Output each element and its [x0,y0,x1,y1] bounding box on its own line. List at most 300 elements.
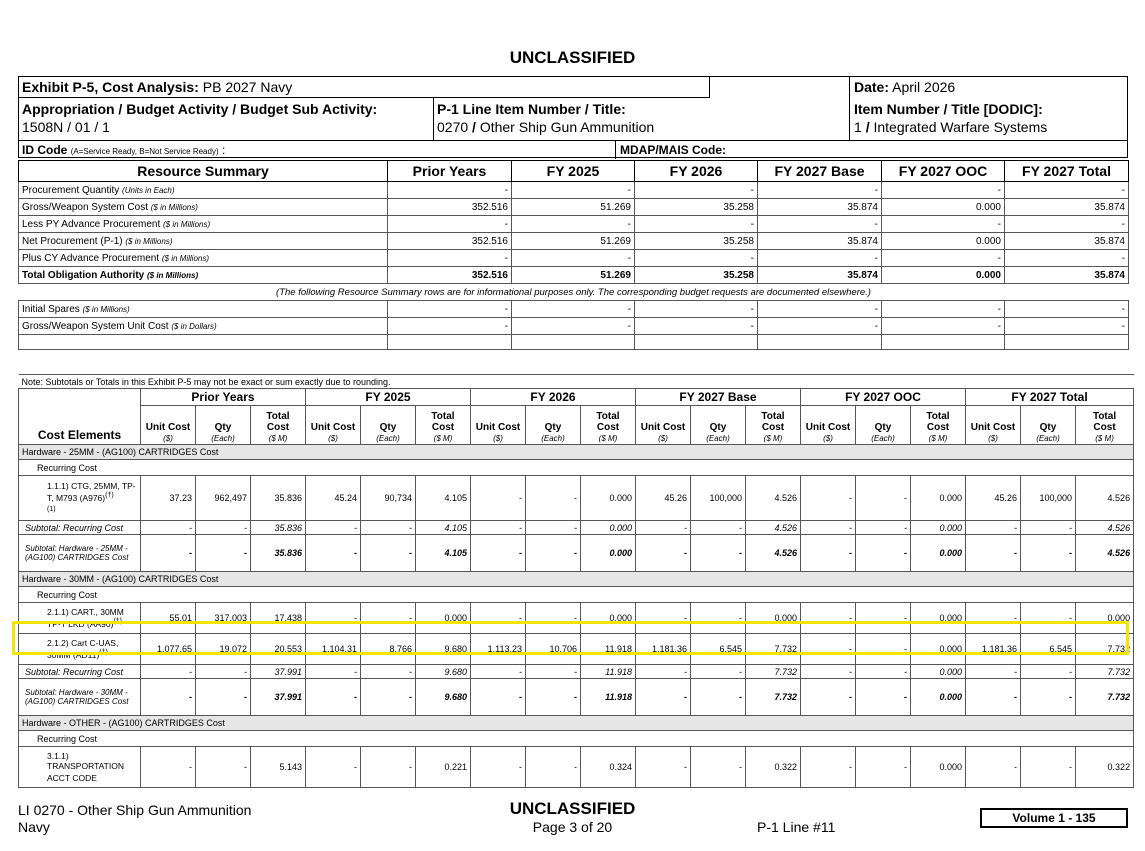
ce-cell: - [966,665,1021,679]
rs-cell: 51.269 [512,267,635,284]
ce-cell: - [196,679,251,716]
ce-cell: - [636,665,691,679]
ce-cell: 55.01 [141,603,196,634]
ce-subtotal-label: Subtotal: Hardware - 25MM - (AG100) CARTRIDGES Cost [19,535,141,572]
ce-cell: - [526,603,581,634]
rs-row-label-text: Gross/Weapon System Cost [22,201,148,213]
ce-head-unit-cost [636,406,691,445]
ce-head-unit-cost-unit: ($) [328,434,338,443]
ce-cell: - [966,521,1021,535]
ce-cell: - [306,665,361,679]
ce-cell: - [691,603,746,634]
rs-row-unit: ($ in Dollars) [171,321,217,331]
ce-cell: - [691,521,746,535]
ce-cell: 9.680 [416,634,471,665]
ce-head-unit-cost-unit: ($) [493,434,503,443]
ce-cell: - [526,665,581,679]
ce-group-header [19,445,1134,460]
rs-row-unit: ($ in Millions) [82,304,130,314]
ce-head-qty [196,406,251,445]
rs-row-unit: ($ in Millions) [163,219,211,229]
ce-cell: - [471,665,526,679]
ce-head-unit-cost-unit: ($) [163,434,173,443]
ce-recurring-row [19,460,1134,476]
rs-cell: - [758,318,882,335]
ce-period-header: FY 2027 Total [966,389,1134,406]
p1-number: 0270 [437,119,469,135]
rs-row [19,267,1129,284]
ce-recurring-label: Recurring Cost [19,460,1134,476]
rs-cell: 352.516 [388,199,512,216]
ce-cell: 9.680 [416,679,471,716]
ce-head-total-label2: Cost [266,422,290,433]
ce-cell: - [856,679,911,716]
ce-cell: 7.732 [746,634,801,665]
ce-head-total-unit: ($ M) [763,434,783,443]
rs-note-row [19,284,1129,301]
rs-col-fy2027-base: FY 2027 Base [758,161,882,182]
ce-period-header: FY 2027 Base [636,389,801,406]
ce-cell: - [526,535,581,572]
ce-head-qty-label: Qty [544,422,562,433]
ce-head-total-label: Total [431,411,455,422]
ce-subtotal-recurring-row [19,665,1134,679]
ce-cell: - [306,535,361,572]
ce-cell: 0.000 [581,603,636,634]
ce-cell: - [1021,603,1076,634]
ce-head-total-label: Total [1092,411,1117,422]
classification-bottom: UNCLASSIFIED [509,799,636,818]
ce-cell: - [361,603,416,634]
ce-cell: - [691,747,746,788]
footer-p1-line: P-1 Line #11 [757,819,836,835]
ce-cell: 962,497 [196,476,251,521]
ce-cell: 0.000 [911,747,966,788]
ce-cell: - [361,521,416,535]
rs-cell: - [388,301,512,318]
ce-item-row [19,747,1134,788]
ce-cell: - [471,679,526,716]
date [854,79,955,95]
rs-cell: - [635,182,758,199]
ce-cell: 0.000 [581,521,636,535]
rs-cell: - [882,250,1005,267]
ce-item-label [19,476,141,521]
rs-col-fy2026: FY 2026 [635,161,758,182]
ce-head-unit-cost-label: Unit Cost [805,422,851,433]
cost-elements-table [18,374,1134,788]
rs-cell: - [388,318,512,335]
ce-cell: 0.000 [581,476,636,521]
ce-cell: - [801,665,856,679]
ce-group-header [19,716,1134,731]
ce-cell: - [471,747,526,788]
ce-head-qty-label: Qty [874,422,892,433]
rs-cell: 35.874 [758,233,882,250]
ce-cell: 1,077.65 [141,634,196,665]
ce-head-qty-label: Qty [709,422,727,433]
rs-blank-cell [388,335,512,350]
ce-item-footnote: (1) [47,505,56,513]
ce-group-title: Hardware - 30MM - (AG100) CARTRIDGES Cost [19,572,1134,587]
ce-head-unit-cost-unit: ($) [658,434,668,443]
rs-row-label [19,301,388,318]
ce-group-title: Hardware - OTHER - (AG100) CARTRIDGES Cost [19,716,1134,731]
ce-head-total-label2: Cost [596,422,620,433]
ce-subtotal-row [19,535,1134,572]
ce-head-total-unit: ($ M) [1095,434,1114,443]
rs-cell: - [512,318,635,335]
ce-period-header: FY 2027 OOC [801,389,966,406]
resource-summary-title: Resource Summary [19,161,388,182]
rs-cell: 51.269 [512,199,635,216]
ce-cell: - [636,679,691,716]
ce-cell: 0.221 [416,747,471,788]
ce-cell: 35.836 [251,476,306,521]
exhibit-value: PB 2027 Navy [202,79,293,95]
ce-head-qty-unit: (Each) [871,434,895,443]
ce-head-qty-unit: (Each) [211,434,235,443]
rs-col-fy2027-ooc: FY 2027 OOC [882,161,1005,182]
ce-head-total-label2: Cost [1093,422,1116,433]
ce-cell: - [361,665,416,679]
rs-cell: 35.874 [1005,233,1129,250]
ce-cell: - [636,521,691,535]
ce-cell: 4.105 [416,476,471,521]
ce-head-qty [691,406,746,445]
ce-cell: - [966,747,1021,788]
ce-cell: - [306,603,361,634]
ce-cell: - [801,747,856,788]
date-label: Date: [854,79,890,95]
rs-blank-cell [635,335,758,350]
ce-cell: 17.438 [251,603,306,634]
ce-head-total-label2: Cost [431,422,455,433]
ce-cell: - [141,679,196,716]
rs-row [19,182,1129,199]
ce-head-total-label2: Cost [761,422,785,433]
rs-row-unit: ($ in Millions) [125,236,173,246]
ce-cell: - [856,603,911,634]
ce-cell: 7.732 [746,679,801,716]
ce-head-total-label2: Cost [926,422,950,433]
rs-blank-cell [1005,335,1129,350]
ce-cell: - [801,634,856,665]
ce-head-qty [526,406,581,445]
ce-recurring-row [19,731,1134,747]
ce-head-total-unit: ($ M) [598,434,618,443]
ce-head-total [746,406,801,445]
ce-cell: 4.526 [746,521,801,535]
ce-cell: 0.000 [1076,603,1134,634]
rs-cell: - [1005,216,1129,233]
rs-col-fy2027-total: FY 2027 Total [1005,161,1129,182]
rs-cell: - [758,216,882,233]
ce-subtotal-row [19,679,1134,716]
ce-head-unit-cost-label: Unit Cost [475,422,521,433]
ce-cell: - [966,535,1021,572]
rs-cell: - [635,250,758,267]
ce-cell: - [196,747,251,788]
ce-head-unit-cost-unit: ($) [823,434,833,443]
rs-cell: - [758,250,882,267]
rs-row-label [19,216,388,233]
ce-header-periods [19,389,1134,406]
rs-row-label-text: Gross/Weapon System Unit Cost [22,320,169,332]
ce-cell: 7.732 [1076,634,1134,665]
ce-cell: - [141,665,196,679]
ce-cell: - [196,521,251,535]
rs-cell: - [1005,301,1129,318]
rs-cell: 0.000 [882,233,1005,250]
p1-label: P-1 Line Item Number / Title: [437,101,626,117]
footer-li: LI 0270 - Other Ship Gun Ammunition [18,802,252,818]
ce-cell: - [141,747,196,788]
item-label: Item Number / Title [DODIC]: [854,101,1043,117]
rs-note: (The following Resource Summary rows are for informational purposes only. The corresponding budget requests are documented elsewhere.) [19,284,1129,301]
rs-cell: - [758,301,882,318]
rs-cell: 0.000 [882,267,1005,284]
ce-group-header [19,572,1134,587]
ce-cell: 0.322 [1076,747,1134,788]
ce-cell: 35.836 [251,535,306,572]
ce-cell: - [856,747,911,788]
ce-head-qty-label: Qty [379,422,397,433]
footer-volume: Volume 1 - 135 [980,808,1128,828]
ce-cell: - [526,747,581,788]
ce-cell: - [691,665,746,679]
rs-cell: 352.516 [388,233,512,250]
ce-cell: 4.105 [416,521,471,535]
ce-cell: 7.732 [1076,665,1134,679]
ce-note: Note: Subtotals or Totals in this Exhibit P-5 may not be exact or sum exactly due to rounding. [19,375,1134,389]
rs-cell: - [1005,250,1129,267]
ce-item-sup: (†) [113,618,123,626]
resource-summary-table [18,160,1129,350]
ce-cell: - [636,603,691,634]
rs-blank-cell [19,335,388,350]
ce-cell: 0.000 [911,603,966,634]
ce-cell: 0.322 [746,747,801,788]
ce-cell: - [636,747,691,788]
ce-cell: 1,104.31 [306,634,361,665]
ce-subtotal-recurring-label: Subtotal: Recurring Cost [19,665,141,679]
ce-cell: - [196,535,251,572]
ce-cell: 45.26 [636,476,691,521]
id-code-label: ID Code [22,143,68,157]
ce-cell: 0.324 [581,747,636,788]
ce-head-qty-label: Qty [214,422,232,433]
rs-cell: - [635,318,758,335]
highlight-box [12,621,1129,655]
footer-service: Navy [18,819,50,835]
ce-cell: - [361,747,416,788]
rs-row-label [19,318,388,335]
rs-row-label-text: Initial Spares [22,303,80,315]
ce-cell: 37.991 [251,679,306,716]
ce-item-name: 2.1.1) CART., 30MM TP-T LKD (AA90) [47,607,124,629]
ce-cell: 100,000 [1021,476,1076,521]
ce-head-unit-cost [966,406,1021,445]
ce-cell: 11.918 [581,634,636,665]
ce-cell: - [141,521,196,535]
ce-recurring-label: Recurring Cost [19,731,1134,747]
ce-cell: 0.000 [911,679,966,716]
rs-cell: - [635,216,758,233]
ce-cell: - [471,476,526,521]
ce-cell: - [526,476,581,521]
rs-blank-cell [512,335,635,350]
rs-cell: 35.258 [635,267,758,284]
rs-row-label-text: Less PY Advance Procurement [22,218,161,230]
ce-head-unit-cost-label: Unit Cost [640,422,686,433]
ce-cell: - [526,521,581,535]
ce-recurring-row [19,587,1134,603]
ce-head-total-label: Total [761,411,785,422]
ce-item-name: 3.1.1) TRANSPORTATION ACCT CODE [47,751,124,783]
ce-cell: 4.526 [1076,476,1134,521]
ce-cell: 20.553 [251,634,306,665]
ce-cell: 0.000 [911,535,966,572]
ce-item-sup: (†) [99,649,108,657]
rs-row-label-text: Total Obligation Authority [22,269,145,281]
ce-head-unit-cost [306,406,361,445]
ce-head-unit-cost [471,406,526,445]
ce-period-header: FY 2025 [306,389,471,406]
ce-head-unit-cost-label: Unit Cost [310,422,356,433]
ce-head-total-label: Total [596,411,620,422]
ce-head-total [911,406,966,445]
ce-head-total [251,406,306,445]
ce-cell: 4.526 [1076,535,1134,572]
ce-cell: 317,003 [196,603,251,634]
ce-cell: 37.23 [141,476,196,521]
ce-cell: - [361,679,416,716]
ce-cell: - [361,535,416,572]
rs-row-label [19,182,388,199]
ce-cell: 1,113.23 [471,634,526,665]
ce-cell: - [801,679,856,716]
ce-cell: - [471,603,526,634]
exhibit-label: Exhibit P-5, Cost Analysis: [22,79,199,95]
ce-cell: 11.918 [581,665,636,679]
ce-recurring-label: Recurring Cost [19,587,1134,603]
ce-col-title: Cost Elements [19,389,141,445]
rs-row [19,216,1129,233]
ce-head-unit-cost [141,406,196,445]
rs-row-unit: ($ in Millions) [161,253,210,263]
ce-head-qty [1021,406,1076,445]
ce-cell: - [966,679,1021,716]
ce-cell: 1,181.36 [636,634,691,665]
rs-row-label [19,199,388,216]
ce-cell: 4.526 [1076,521,1134,535]
ce-head-total-unit: ($ M) [928,434,948,443]
ce-cell: 6,545 [1021,634,1076,665]
ce-head-total-unit: ($ M) [433,434,453,443]
rs-row [19,318,1129,335]
ce-cell: 45.26 [966,476,1021,521]
date-value: April 2026 [892,79,956,95]
classification-top: UNCLASSIFIED [509,48,636,67]
p1-title: Other Ship Gun Ammunition [479,119,655,135]
mdap-label: MDAP/MAIS Code: [620,143,726,157]
ce-cell: 35.836 [251,521,306,535]
rs-cell: 51.269 [512,233,635,250]
ce-cell: 0.000 [911,476,966,521]
approp-value: 1508N / 01 / 1 [22,119,110,135]
rs-row [19,301,1129,318]
rs-cell: - [758,182,882,199]
ce-cell: - [306,747,361,788]
ce-cell: 9.680 [416,665,471,679]
item-title: Integrated Warfare Systems [873,119,1048,135]
rs-cell: - [388,250,512,267]
ce-cell: 8,766 [361,634,416,665]
rs-row-label-text: Procurement Quantity [22,184,120,196]
ce-cell: 4.105 [416,535,471,572]
rs-cell: - [882,318,1005,335]
ce-head-qty [361,406,416,445]
ce-head-total-label: Total [926,411,950,422]
ce-cell: - [801,476,856,521]
header-box [18,76,1128,158]
rs-row-label-text: Net Procurement (P-1) [22,235,123,247]
ce-head-qty-unit: (Each) [376,434,400,443]
rs-cell: - [512,250,635,267]
ce-cell: - [856,476,911,521]
ce-head-unit-cost-unit: ($) [988,434,998,443]
ce-cell: 0.000 [581,535,636,572]
item-number: 1 [854,119,862,135]
ce-cell: - [801,521,856,535]
ce-cell: - [691,535,746,572]
ce-subtotal-recurring-row [19,521,1134,535]
ce-cell: - [856,665,911,679]
ce-cell: 6,545 [691,634,746,665]
ce-item-label [19,747,141,788]
rs-cell: 0.000 [882,199,1005,216]
ce-cell: 11.918 [581,679,636,716]
ce-cell: - [856,634,911,665]
rs-cell: - [882,216,1005,233]
ce-note-row [19,375,1134,389]
rs-cell: - [512,182,635,199]
rs-cell: 35.874 [758,267,882,284]
rs-cell: - [388,216,512,233]
ce-cell: - [141,535,196,572]
ce-cell: 7.732 [746,665,801,679]
ce-cell: - [801,603,856,634]
rs-cell: 35.258 [635,233,758,250]
ce-cell: - [526,679,581,716]
rs-cell: 35.874 [758,199,882,216]
ce-cell: 4.526 [746,476,801,521]
rs-cell: - [882,301,1005,318]
ce-cell: - [1021,665,1076,679]
rs-col-fy2025: FY 2025 [512,161,635,182]
ce-cell: 19,072 [196,634,251,665]
footer-page: Page 3 of 20 [532,819,613,835]
ce-cell: - [471,535,526,572]
ce-cell: 0.000 [416,603,471,634]
ce-head-qty-label: Qty [1039,422,1057,433]
ce-head-total-unit: ($ M) [268,434,288,443]
ce-item-sup: (†) [105,492,114,500]
ce-item-name: 2.1.2) Cart C-UAS, 30MM (AD11) [47,638,119,660]
ce-cell: 0.000 [911,634,966,665]
id-code [22,143,225,157]
